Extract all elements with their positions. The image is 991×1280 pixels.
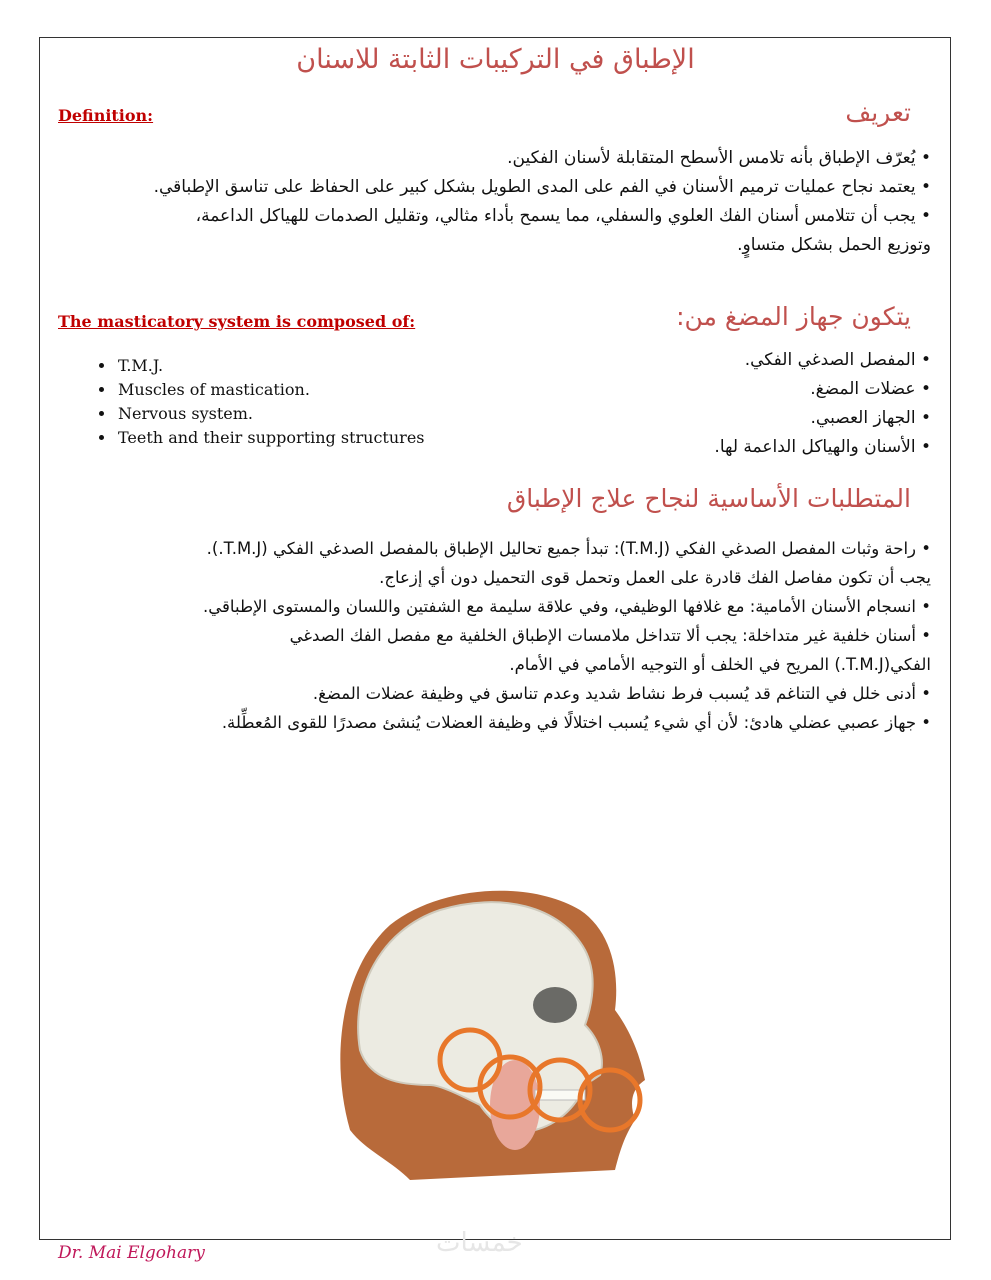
masticatory-list-en [88, 354, 425, 450]
teeth-icon [535, 1090, 585, 1100]
footer-author: Dr. Mai Elgohary [58, 1243, 205, 1263]
definition-item: • يُعرّف الإطباق بأنه تلامس الأسطح المتقابلة لأسنان الفكين. [60, 144, 931, 173]
masticatory-item-en: • Muscles of mastication. [116, 378, 425, 402]
page-title: الإطباق في التركيبات الثابتة للاسنان [296, 44, 695, 75]
masticatory-item-en: • Nervous system. [116, 402, 425, 426]
definition-item: • يجب أن تتلامس أسنان الفك العلوي والسفلي، مما يسمح بأداء مثالي، وتقليل الصدمات للهياكل الداعمة، [60, 202, 931, 231]
requirement-continuation: يجب أن تكون مفاصل الفك قادرة على العمل وتحمل قوى التحميل دون أي إزعاج. [379, 568, 931, 587]
requirement-item: • انسجام الأسنان الأمامية: مع غلافها الوظيفي، وفي علاقة سليمة مع الشفتين واللسان والمستوى الإطباقي. [60, 592, 931, 621]
masticatory-item-en: • T.M.J. [116, 354, 425, 378]
masticatory-item-ar: • عضلات المضغ. [631, 375, 931, 404]
requirement-item: • أسنان خلفية غير متداخلة: يجب ألا تتداخل ملامسات الإطباق الخلفية مع مفصل الفك الصدغي [60, 621, 931, 650]
definition-list [60, 144, 931, 260]
masticatory-heading-ar: يتكون جهاز المضغ من: [676, 302, 911, 331]
requirement-item: • راحة وثبات المفصل الصدغي الفكي (T.M.J): تبدأ جميع تحاليل الإطباق بالمفصل الصدغي الفكي (T.M.J.). [60, 534, 931, 563]
masticatory-heading-en: The masticatory system is composed of: [58, 312, 416, 331]
requirements-list [60, 534, 931, 737]
requirement-item: • جهاز عصبي عضلي هادئ: لأن أي شيء يُسبب اختلالًا في وظيفة العضلات يُنشئ مصدرًا للقوى المُعطِّلة. [60, 708, 931, 737]
requirement-continuation: الفكي(T.M.J.) المريح في الخلف أو التوجيه الأمامي في الأمام. [509, 655, 931, 674]
definition-continuation: وتوزيع الحمل بشكل متساوٍ. [737, 235, 931, 255]
masticatory-list-ar [631, 346, 931, 462]
requirement-item: • أدنى خلل في التناغم قد يُسبب فرط نشاط شديد وعدم تناسق في وظيفة عضلات المضغ. [60, 679, 931, 708]
requirements-heading: المتطلبات الأساسية لنجاح علاج الإطباق [506, 484, 911, 513]
masticatory-item-ar: • المفصل الصدغي الفكي. [631, 346, 931, 375]
eye-socket-icon [533, 987, 577, 1023]
masticatory-item-en: • Teeth and their supporting structures [116, 426, 425, 450]
watermark: خمسات [436, 1228, 523, 1258]
skull-jaw-illustration [330, 880, 660, 1180]
masticatory-item-ar: • الجهاز العصبي. [631, 404, 931, 433]
definition-heading-ar: تعريف [845, 98, 911, 127]
masticatory-item-ar: • الأسنان والهياكل الداعمة لها. [631, 433, 931, 462]
definition-item: • يعتمد نجاح عمليات ترميم الأسنان في الفم على المدى الطويل بشكل كبير على الحفاظ على تناسق الإطباقي. [60, 173, 931, 202]
definition-heading-en: Definition: [58, 106, 154, 125]
